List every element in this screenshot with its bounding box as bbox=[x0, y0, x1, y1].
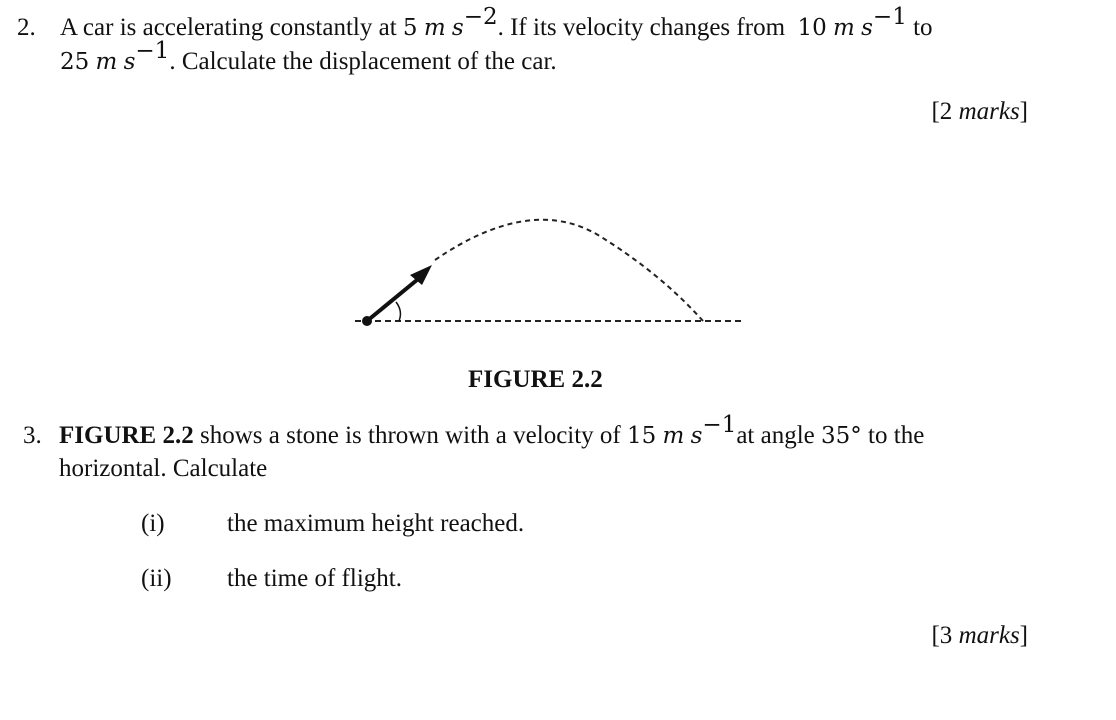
angle-arc bbox=[396, 302, 400, 321]
question-3-marks bbox=[931, 620, 1028, 652]
marks-word: marks bbox=[958, 622, 1020, 649]
projectile-figure bbox=[340, 205, 760, 345]
velocity-arrow-shaft bbox=[367, 275, 423, 321]
figure-caption: FIGURE 2.2 bbox=[468, 366, 603, 393]
marks-word: marks bbox=[958, 98, 1020, 125]
question-3-number: 3. bbox=[23, 422, 42, 449]
question-2-line-1 bbox=[60, 3, 933, 44]
unit-m: m bbox=[423, 15, 446, 41]
part-text: the maximum height reached. bbox=[227, 510, 525, 537]
velocity-value: 15 bbox=[627, 423, 657, 449]
q2-text-4: . Calculate the displacement of the car. bbox=[169, 48, 557, 75]
part-label: (ii) bbox=[141, 565, 172, 592]
unit-s: s bbox=[451, 15, 464, 41]
unit-exponent: −1 bbox=[135, 37, 170, 64]
unit-exponent: −1 bbox=[872, 3, 907, 30]
question-2-line-2 bbox=[60, 37, 557, 78]
question-2-number: 2. bbox=[17, 14, 36, 41]
acc-value: 5 bbox=[402, 15, 418, 41]
question-3-line-2: horizontal. Calculate bbox=[59, 455, 268, 482]
q2-text-3: to bbox=[913, 14, 933, 41]
unit-exponent: −2 bbox=[463, 3, 498, 30]
unit-s: s bbox=[123, 49, 136, 75]
unit-m: m bbox=[833, 15, 855, 41]
unit-s: s bbox=[861, 15, 873, 41]
question-3-line-1 bbox=[59, 411, 925, 452]
q3-text-2: at angle bbox=[736, 422, 815, 449]
trajectory-path bbox=[435, 220, 703, 321]
unit-s: s bbox=[690, 423, 703, 449]
marks-open: [2 bbox=[931, 98, 959, 125]
part-label: (i) bbox=[141, 510, 165, 537]
q3-text-1: shows a stone is thrown with a velocity of bbox=[199, 422, 621, 449]
figure-reference: FIGURE 2.2 bbox=[59, 422, 194, 449]
angle-value: 35° bbox=[821, 423, 862, 449]
question-2-marks bbox=[931, 96, 1028, 128]
q2-text-1: A car is accelerating constantly at bbox=[60, 14, 397, 41]
launch-point bbox=[362, 316, 372, 326]
marks-close: ] bbox=[1019, 622, 1028, 649]
v1-value: 10 bbox=[797, 15, 827, 41]
q3-text-3: to the bbox=[868, 422, 925, 449]
unit-exponent: −1 bbox=[702, 411, 737, 438]
marks-open: [3 bbox=[931, 622, 959, 649]
q2-text-2: . If its velocity changes from bbox=[497, 14, 786, 41]
unit-m: m bbox=[662, 423, 685, 449]
v2-value: 25 bbox=[60, 49, 90, 75]
marks-close: ] bbox=[1019, 98, 1028, 125]
part-text: the time of flight. bbox=[227, 565, 402, 592]
unit-m: m bbox=[95, 49, 118, 75]
